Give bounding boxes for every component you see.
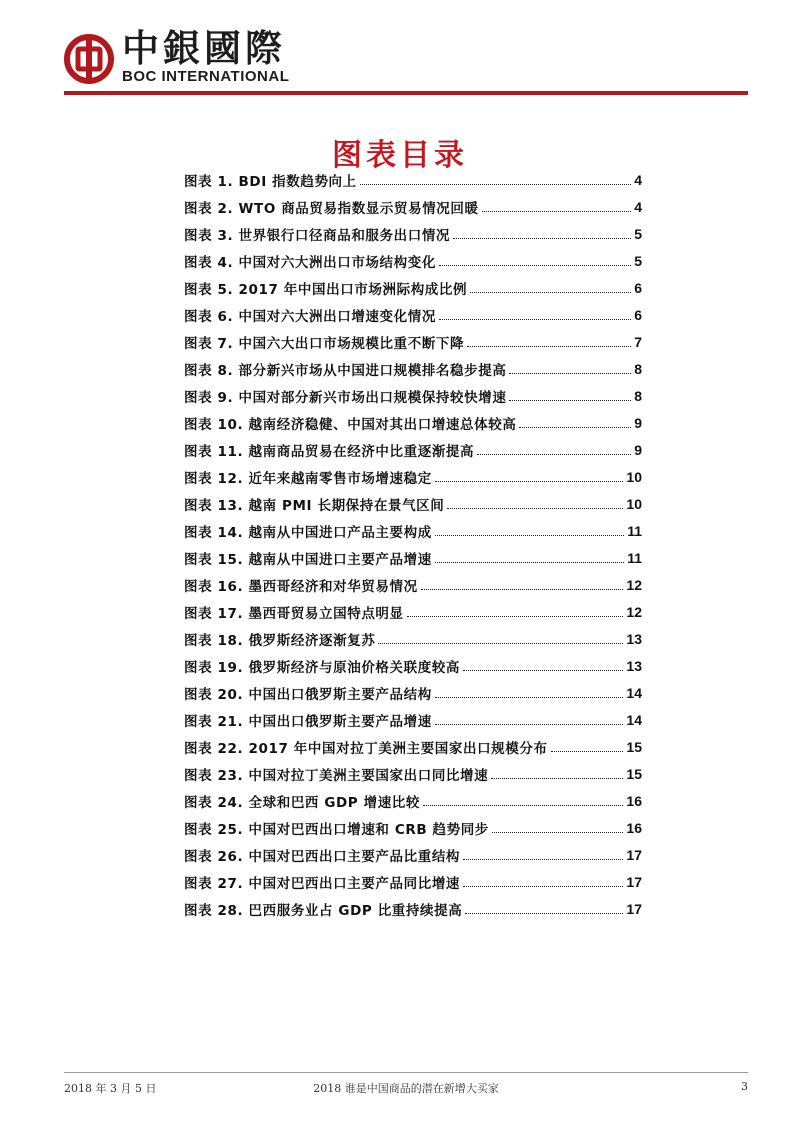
toc-dot-leader [492,832,624,833]
toc-entry[interactable] [184,328,642,355]
toc-entry-label: 图表 4. 中国对六大洲出口市场结构变化 [184,254,436,271]
toc-entry[interactable] [184,706,642,733]
toc-entry-label: 图表 10. 越南经济稳健、中国对其出口增速总体较高 [184,416,517,433]
toc-entry[interactable] [184,517,642,544]
toc-entry[interactable] [184,679,642,706]
toc-dot-leader [477,454,631,455]
toc-entry[interactable] [184,355,642,382]
table-of-figures [184,166,642,922]
toc-entry-label: 图表 2. WTO 商品贸易指数显示贸易情况回暖 [184,200,479,217]
toc-dot-leader [435,562,624,563]
toc-dot-leader [447,508,623,509]
toc-entry-page: 5 [634,225,642,242]
toc-dot-leader [453,238,631,239]
logo-chinese-text: 中銀國際 [122,26,286,70]
toc-entry[interactable] [184,247,642,274]
toc-dot-leader [407,616,624,617]
toc-entry-page: 15 [626,738,642,755]
page-header [0,0,800,100]
toc-entry-page: 14 [626,711,642,728]
toc-entry-page: 11 [627,522,642,539]
toc-entry-label: 图表 12. 近年来越南零售市场增速稳定 [184,470,432,487]
toc-entry-page: 11 [627,549,642,566]
page-title: 图表目录 [332,138,468,174]
toc-entry-label: 图表 5. 2017 年中国出口市场洲际构成比例 [184,281,468,298]
toc-entry-label: 图表 17. 墨西哥贸易立国特点明显 [184,605,404,622]
toc-entry-label: 图表 1. BDI 指数趋势向上 [184,173,357,190]
toc-entry-page: 17 [626,900,642,917]
toc-entry-page: 4 [634,198,642,215]
toc-entry-page: 9 [634,414,642,431]
toc-entry-page: 10 [626,468,642,485]
toc-entry-label: 图表 7. 中国六大出口市场规模比重不断下降 [184,335,465,352]
toc-entry-label: 图表 13. 越南 PMI 长期保持在景气区间 [184,497,445,514]
footer-divider [64,1072,748,1073]
toc-entry-label: 图表 11. 越南商品贸易在经济中比重逐渐提高 [184,443,475,460]
toc-entry-page: 13 [626,657,642,674]
toc-entry[interactable] [184,787,642,814]
toc-entry-page: 7 [634,333,642,350]
toc-dot-leader [360,184,631,185]
toc-entry-label: 图表 16. 墨西哥经济和对华贸易情况 [184,578,418,595]
toc-entry-page: 14 [626,684,642,701]
toc-dot-leader [465,913,623,914]
toc-entry[interactable] [184,274,642,301]
toc-dot-leader [378,643,623,644]
toc-entry-label: 图表 8. 部分新兴市场从中国进口规模排名稳步提高 [184,362,507,379]
toc-dot-leader [435,697,624,698]
toc-entry[interactable] [184,436,642,463]
toc-entry-page: 8 [634,387,642,404]
toc-entry-page: 17 [626,873,642,890]
toc-entry[interactable] [184,598,642,625]
toc-dot-leader [435,724,624,725]
toc-entry-label: 图表 23. 中国对拉丁美洲主要国家出口同比增速 [184,767,489,784]
toc-dot-leader [421,589,624,590]
toc-entry[interactable] [184,571,642,598]
toc-entry[interactable] [184,895,642,922]
toc-entry-page: 12 [626,603,642,620]
toc-entry-label: 图表 24. 全球和巴西 GDP 增速比较 [184,794,420,811]
toc-entry[interactable] [184,490,642,517]
toc-entry-label: 图表 15. 越南从中国进口主要产品增速 [184,551,432,568]
toc-dot-leader [435,481,624,482]
toc-entry[interactable] [184,409,642,436]
toc-entry-page: 9 [634,441,642,458]
toc-dot-leader [470,292,631,293]
toc-entry[interactable] [184,868,642,895]
toc-entry-page: 4 [634,171,642,188]
toc-entry-label: 图表 27. 中国对巴西出口主要产品同比增速 [184,875,461,892]
toc-entry-page: 6 [634,279,642,296]
footer-page-number: 3 [741,1080,748,1093]
toc-entry-label: 图表 3. 世界银行口径商品和服务出口情况 [184,227,451,244]
toc-dot-leader [463,859,623,860]
toc-entry-label: 图表 28. 巴西服务业占 GDP 比重持续提高 [184,902,463,919]
toc-entry-page: 16 [626,819,642,836]
toc-entry-page: 15 [626,765,642,782]
toc-entry-label: 图表 22. 2017 年中国对拉丁美洲主要国家出口规模分布 [184,740,548,757]
toc-entry[interactable] [184,841,642,868]
toc-dot-leader [423,805,623,806]
toc-dot-leader [509,373,631,374]
toc-entry[interactable] [184,382,642,409]
toc-entry-page: 12 [626,576,642,593]
toc-dot-leader [463,670,623,671]
toc-entry[interactable] [184,193,642,220]
toc-dot-leader [467,346,631,347]
toc-entry-label: 图表 21. 中国出口俄罗斯主要产品增速 [184,713,432,730]
toc-entry-page: 10 [626,495,642,512]
toc-dot-leader [463,886,623,887]
toc-entry-page: 6 [634,306,642,323]
toc-entry[interactable] [184,301,642,328]
toc-entry-label: 图表 9. 中国对部分新兴市场出口规模保持较快增速 [184,389,507,406]
boc-logo-icon [64,34,114,84]
toc-dot-leader [509,400,631,401]
toc-entry-label: 图表 14. 越南从中国进口产品主要构成 [184,524,432,541]
toc-dot-leader [519,427,631,428]
page-footer [64,1080,748,1100]
toc-entry-label: 图表 25. 中国对巴西出口增速和 CRB 趋势同步 [184,821,489,838]
toc-entry-label: 图表 6. 中国对六大洲出口增速变化情况 [184,308,436,325]
toc-entry-label: 图表 26. 中国对巴西出口主要产品比重结构 [184,848,461,865]
footer-document-title: 2018 谁是中国商品的潜在新增大买家 [313,1082,499,1095]
toc-entry-page: 17 [626,846,642,863]
toc-dot-leader [491,778,623,779]
toc-entry[interactable] [184,814,642,841]
toc-entry[interactable] [184,760,642,787]
toc-entry-page: 5 [634,252,642,269]
footer-date: 2018 年 3 月 5 日 [64,1082,157,1095]
header-divider [64,91,748,95]
toc-entry-label: 图表 18. 俄罗斯经济逐渐复苏 [184,632,376,649]
toc-entry[interactable] [184,463,642,490]
toc-dot-leader [551,751,624,752]
toc-dot-leader [439,265,631,266]
toc-dot-leader [435,535,624,536]
toc-entry[interactable] [184,166,642,193]
toc-dot-leader [482,211,632,212]
toc-entry-page: 8 [634,360,642,377]
toc-entry-page: 16 [626,792,642,809]
toc-entry[interactable] [184,652,642,679]
toc-entry[interactable] [184,625,642,652]
toc-entry-label: 图表 19. 俄罗斯经济与原油价格关联度较高 [184,659,461,676]
toc-entry[interactable] [184,544,642,571]
toc-entry[interactable] [184,733,642,760]
toc-entry[interactable] [184,220,642,247]
toc-entry-page: 13 [626,630,642,647]
logo-english-text: BOC INTERNATIONAL [122,68,290,85]
toc-entry-label: 图表 20. 中国出口俄罗斯主要产品结构 [184,686,432,703]
toc-dot-leader [439,319,631,320]
